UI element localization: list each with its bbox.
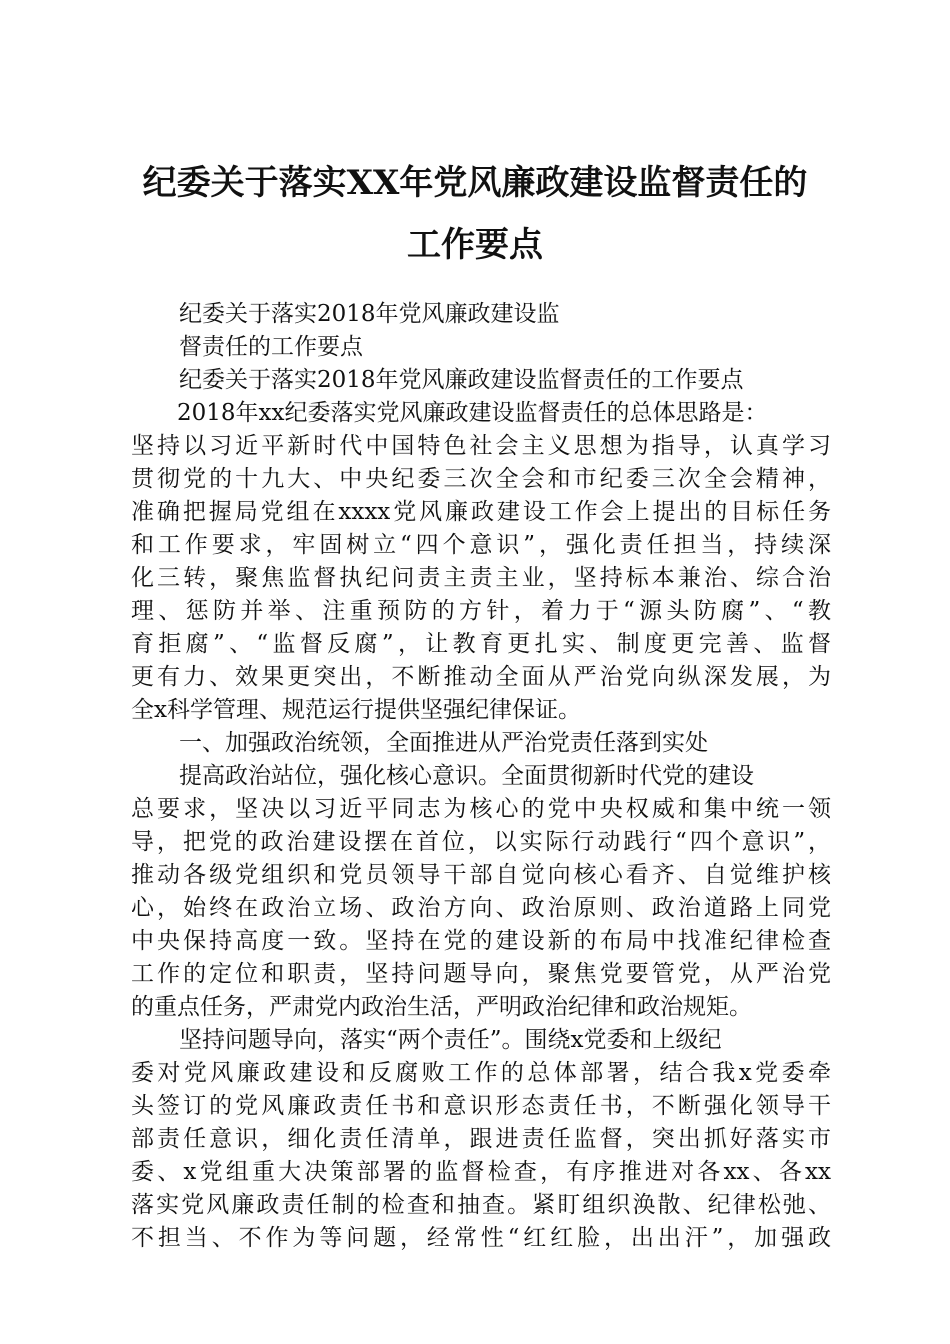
paragraph-line: 理、惩防并举、注重预防的方针，着力于“源头防腐”、“教 [131, 598, 831, 624]
paragraph-line: 推动各级党组织和党员领导干部自觉向核心看齐、自觉维护核 [131, 862, 831, 888]
paragraph-line: 落实党风廉政责任制的检查和抽查。紧盯组织涣散、纪律松弛、 [131, 1192, 831, 1218]
subtitle-line: 督责任的工作要点 [179, 334, 363, 360]
paragraph-line: 2018年xx纪委落实党风廉政建设监督责任的总体思路是： [177, 400, 768, 426]
paragraph-line: 坚持以习近平新时代中国特色社会主义思想为指导，认真学习 [131, 433, 831, 459]
paragraph-line: 头签订的党风廉政责任书和意识形态责任书，不断强化领导干 [131, 1093, 831, 1119]
paragraph-line: 育拒腐”、“监督反腐”，让教育更扎实、制度更完善、监督 [131, 631, 831, 657]
paragraph-line: 中央保持高度一致。坚持在党的建设新的布局中找准纪律检查 [131, 928, 831, 954]
paragraph-line: 化三转，聚焦监督执纪问责主责主业，坚持标本兼治、综合治 [131, 565, 831, 591]
document-title-line-1: 纪委关于落实XX年党风廉政建设监督责任的 [142, 163, 808, 203]
paragraph-line: 总要求，坚决以习近平同志为核心的党中央权威和集中统一领 [131, 796, 831, 822]
subtitle-line: 纪委关于落实2018年党风廉政建设监 [179, 301, 560, 327]
paragraph-line: 全x科学管理、规范运行提供坚强纪律保证。 [131, 697, 581, 723]
section-heading: 一、加强政治统领，全面推进从严治党责任落到实处 [179, 730, 708, 756]
document-title-line-2: 工作要点 [407, 225, 543, 265]
paragraph-line: 贯彻党的十九大、中央纪委三次全会和市纪委三次全会精神， [131, 466, 831, 492]
paragraph-line: 不担当、不作为等问题，经常性“红红脸，出出汗”，加强政 [131, 1225, 831, 1251]
paragraph-line: 导，把党的政治建设摆在首位，以实际行动践行“四个意识”， [131, 829, 831, 855]
heading-line: 纪委关于落实2018年党风廉政建设监督责任的工作要点 [179, 367, 744, 393]
paragraph-line: 委对党风廉政建设和反腐败工作的总体部署，结合我x党委牵 [131, 1060, 831, 1086]
paragraph-line: 更有力、效果更突出，不断推动全面从严治党向纵深发展，为 [131, 664, 831, 690]
paragraph-line: 委、x党组重大决策部署的监督检查，有序推进对各xx、各xx [131, 1159, 831, 1185]
paragraph-line: 工作的定位和职责，坚持问题导向，聚焦党要管党，从严治党 [131, 961, 831, 987]
paragraph-line: 和工作要求，牢固树立“四个意识”，强化责任担当，持续深 [131, 532, 831, 558]
paragraph-line: 部责任意识，细化责任清单，跟进责任监督，突出抓好落实市 [131, 1126, 831, 1152]
paragraph-line: 心，始终在政治立场、政治方向、政治原则、政治道路上同党 [131, 895, 831, 921]
paragraph-line: 坚持问题导向，落实“两个责任”。围绕x党委和上级纪 [179, 1027, 722, 1053]
document-body [131, 298, 831, 1255]
paragraph-line: 准确把握局党组在xxxx党风廉政建设工作会上提出的目标任务 [131, 499, 831, 525]
paragraph-line: 提高政治站位，强化核心意识。全面贯彻新时代党的建设 [179, 763, 754, 789]
paragraph-line: 的重点任务，严肃党内政治生活，严明政治纪律和政治规矩。 [131, 994, 752, 1020]
